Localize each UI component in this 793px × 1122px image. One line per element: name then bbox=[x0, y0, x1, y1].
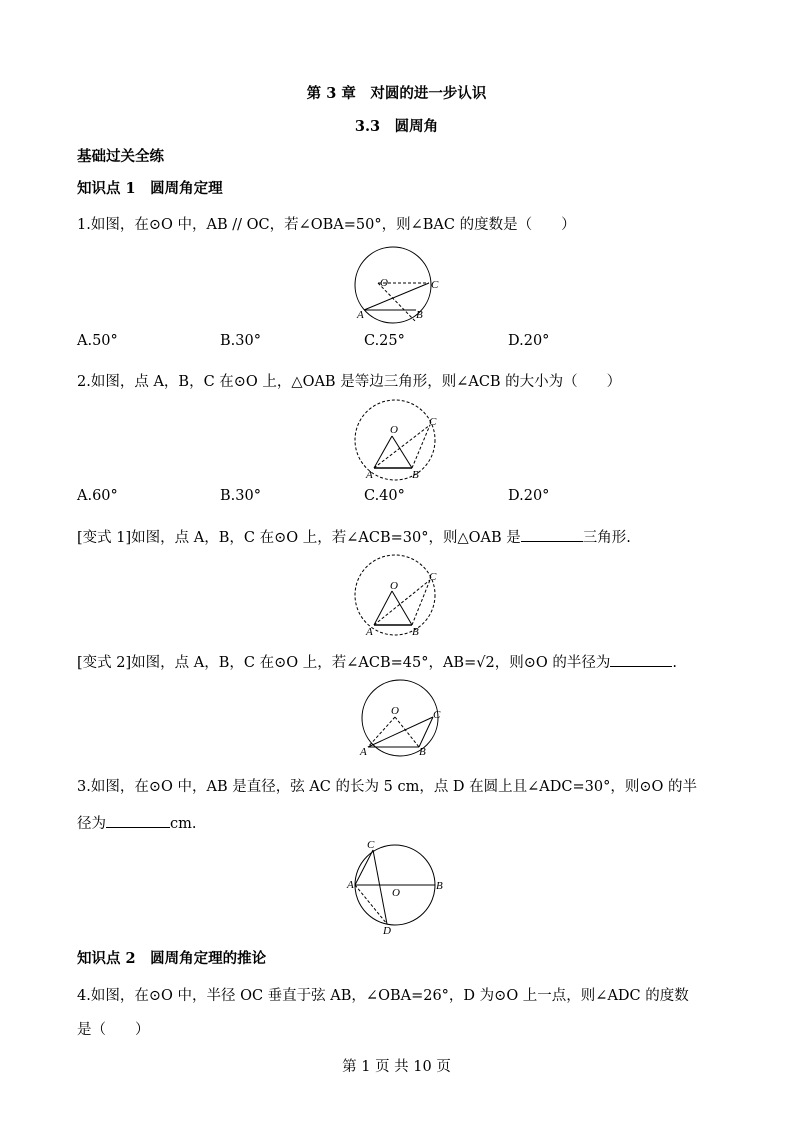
page-footer: 第 1 页 共 10 页 bbox=[342, 1059, 451, 1075]
figure-q2 bbox=[350, 398, 450, 483]
question-2-text: 2.如图，点 A，B，C 在⊙O 上，△OAB 是等边三角形，则∠ACB 的大小为（ ） bbox=[77, 374, 622, 390]
label-c: C bbox=[431, 279, 439, 291]
label-b: B bbox=[412, 626, 419, 638]
q2-option-a: A.60° bbox=[77, 488, 118, 504]
q1-option-d: D.20° bbox=[508, 333, 550, 349]
part-heading: 基础过关全练 bbox=[77, 148, 164, 165]
section-title: 3.3 圆周角 bbox=[354, 118, 439, 135]
label-o: O bbox=[380, 277, 388, 289]
chapter-title: 第 3 章 对圆的进一步认识 bbox=[306, 85, 487, 102]
answer-blank[interactable] bbox=[521, 527, 583, 542]
q2-option-d: D.20° bbox=[508, 488, 550, 504]
knowledge-point-1: 知识点 1 圆周角定理 bbox=[77, 180, 223, 197]
q2-option-c: C.40° bbox=[364, 488, 405, 504]
variant-2-text: [变式 2]如图，点 A，B，C 在⊙O 上，若∠ACB=45°，AB=√2，则⊙O 的半径为 . bbox=[77, 651, 677, 672]
figure-q1 bbox=[340, 250, 460, 325]
question-4-line-2: 是（ ） bbox=[77, 1022, 150, 1038]
label-o: O bbox=[392, 887, 400, 899]
answer-blank[interactable] bbox=[610, 652, 672, 667]
label-a: A bbox=[366, 626, 373, 638]
label-c: C bbox=[367, 839, 375, 851]
q1-option-b: B.30° bbox=[220, 333, 261, 349]
label-b: B bbox=[416, 309, 423, 321]
question-3-line-2: 径为 cm. bbox=[77, 812, 196, 833]
label-o: O bbox=[390, 580, 398, 592]
label-a: A bbox=[357, 309, 364, 321]
knowledge-point-2: 知识点 2 圆周角定理的推论 bbox=[77, 950, 267, 967]
figure-variant-2 bbox=[345, 680, 460, 760]
q2-option-b: B.30° bbox=[220, 488, 261, 504]
q1-option-a: A.50° bbox=[77, 333, 118, 349]
figure-variant-1 bbox=[350, 553, 450, 638]
label-c: C bbox=[429, 416, 437, 428]
q1-option-c: C.25° bbox=[364, 333, 405, 349]
label-b: B bbox=[436, 880, 443, 892]
question-4-line-1: 4.如图，在⊙O 中，半径 OC 垂直于弦 AB，∠OBA=26°，D 为⊙O 上一点，则∠ADC 的度数 bbox=[77, 988, 689, 1004]
label-a: A bbox=[360, 746, 367, 758]
answer-blank[interactable] bbox=[106, 813, 170, 828]
question-3-line-1: 3.如图，在⊙O 中，AB 是直径，弦 AC 的长为 5 cm，点 D 在圆上且∠ADC=30°，则⊙O 的半 bbox=[77, 779, 697, 795]
label-a: A bbox=[366, 469, 373, 481]
label-o: O bbox=[391, 705, 399, 717]
label-c: C bbox=[433, 709, 441, 721]
label-d: D bbox=[383, 925, 391, 937]
question-1-text: 1.如图，在⊙O 中，AB // OC，若∠OBA=50°，则∠BAC 的度数是（ ） bbox=[77, 217, 576, 233]
figure-q3 bbox=[345, 840, 455, 935]
label-b: B bbox=[419, 746, 426, 758]
label-b: B bbox=[412, 469, 419, 481]
label-a: A bbox=[347, 879, 354, 891]
label-c: C bbox=[429, 571, 437, 583]
variant-1-text: [变式 1]如图，点 A，B，C 在⊙O 上，若∠ACB=30°，则△OAB 是 三角形. bbox=[77, 526, 631, 547]
label-o: O bbox=[390, 424, 398, 436]
